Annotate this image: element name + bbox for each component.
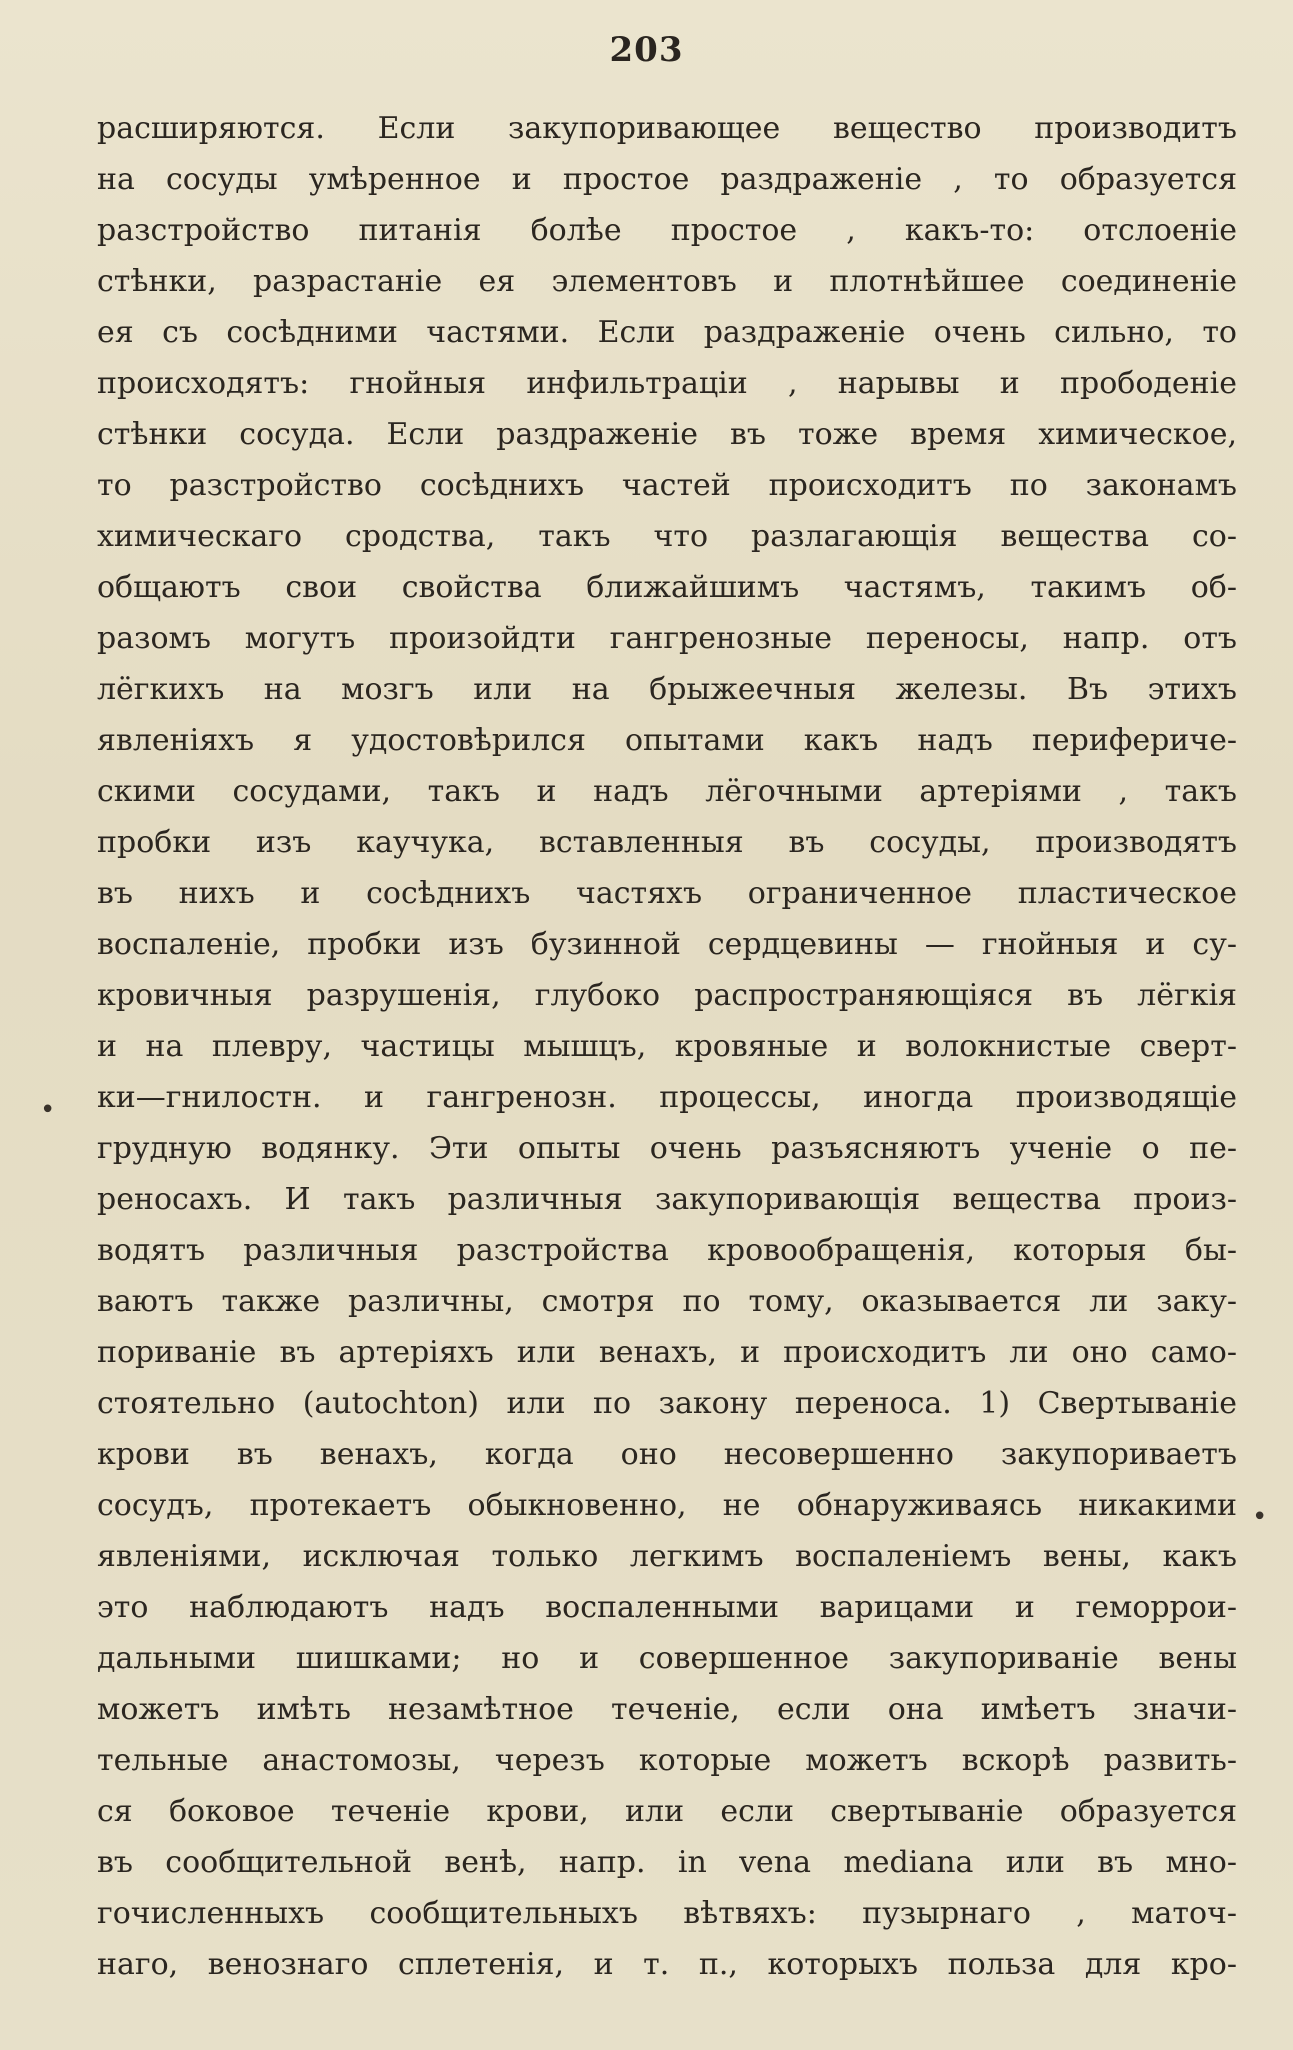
text-line: крови въ венахъ, когда оно несовершенно закупориваетъ <box>97 1437 1237 1472</box>
text-line: кровичныя разрушенія, глубоко распространяющіяся въ лёгкія <box>97 978 1237 1013</box>
text-line: расширяются. Если закупоривающее вещество производитъ <box>97 111 1237 146</box>
text-line: сосудъ, протекаетъ обыкновенно, не обнаруживаясь никакими <box>97 1488 1237 1523</box>
text-line: ки—гнилостн. и гангренозн. процессы, иногда производящіе <box>97 1080 1237 1115</box>
text-line: явленіями, исключая только легкимъ воспаленіемъ вены, какъ <box>97 1539 1237 1574</box>
text-line: и на плевру, частицы мышцъ, кровяные и волокнистые сверт- <box>97 1029 1237 1064</box>
text-line: гочисленныхъ сообщительныхъ вѣтвяхъ: пузырнаго , маточ- <box>97 1896 1237 1931</box>
text-line: ваютъ также различны, смотря по тому, оказывается ли заку- <box>97 1284 1237 1319</box>
text-line: пориваніе въ артеріяхъ или венахъ, и происходитъ ли оно само- <box>97 1335 1237 1370</box>
text-line: грудную водянку. Эти опыты очень разъясняютъ ученіе о пе- <box>97 1131 1237 1166</box>
text-line: тельные анастомозы, черезъ которые можетъ вскорѣ развить- <box>97 1743 1237 1778</box>
text-line: пробки изъ каучука, вставленныя въ сосуды, производятъ <box>97 825 1237 860</box>
text-line: химическаго сродства, такъ что разлагающія вещества со- <box>97 519 1237 554</box>
text-line: стѣнки сосуда. Если раздраженіе въ тоже время химическое, <box>97 417 1237 452</box>
text-line: ея съ сосѣдними частями. Если раздраженіе очень сильно, то <box>97 315 1237 350</box>
body-text <box>97 103 1237 1990</box>
text-line: это наблюдаютъ надъ воспаленными варицами и геморрои- <box>97 1590 1237 1625</box>
text-line: стоятельно (autochton) или по закону переноса. 1) Свертываніе <box>97 1386 1237 1421</box>
text-line: явленіяхъ я удостовѣрился опытами какъ надъ перифериче- <box>97 723 1237 758</box>
text-line: дальными шишками; но и совершенное закупориваніе вены <box>97 1641 1237 1676</box>
text-line: воспаленіе, пробки изъ бузинной сердцевины — гнойныя и су- <box>97 927 1237 962</box>
text-line: наго, венознаго сплетенія, и т. п., которыхъ польза для кро- <box>97 1947 1237 1982</box>
text-line: лёгкихъ на мозгъ или на брыжеечныя железы. Въ этихъ <box>97 672 1237 707</box>
text-line: можетъ имѣть незамѣтное теченіе, если она имѣетъ значи- <box>97 1692 1237 1727</box>
text-line: общаютъ свои свойства ближайшимъ частямъ, такимъ об- <box>97 570 1237 605</box>
margin-mark: • <box>1252 1502 1268 1532</box>
page-number: 203 <box>609 30 684 70</box>
text-line: на сосуды умѣренное и простое раздраженіе , то образуется <box>97 162 1237 197</box>
text-line: реносахъ. И такъ различныя закупоривающія вещества произ- <box>97 1182 1237 1217</box>
text-line: скими сосудами, такъ и надъ лёгочными артеріями , такъ <box>97 774 1237 809</box>
text-line: то разстройство сосѣднихъ частей происходитъ по законамъ <box>97 468 1237 503</box>
margin-mark: • <box>40 1095 56 1125</box>
text-line: водятъ различныя разстройства кровообращенія, которыя бы- <box>97 1233 1237 1268</box>
text-line: въ сообщительной венѣ, напр. in vena mediana или въ мно- <box>97 1845 1237 1880</box>
text-line: разстройство питанія болѣе простое , какъ-то: отслоеніе <box>97 213 1237 248</box>
text-line: въ нихъ и сосѣднихъ частяхъ ограниченное пластическое <box>97 876 1237 911</box>
text-line: ся боковое теченіе крови, или если свертываніе образуется <box>97 1794 1237 1829</box>
text-line: стѣнки, разрастаніе ея элементовъ и плотнѣйшее соединеніе <box>97 264 1237 299</box>
text-line: разомъ могутъ произойдти гангренозные переносы, напр. отъ <box>97 621 1237 656</box>
text-line: происходятъ: гнойныя инфильтраціи , нарывы и прободеніе <box>97 366 1237 401</box>
